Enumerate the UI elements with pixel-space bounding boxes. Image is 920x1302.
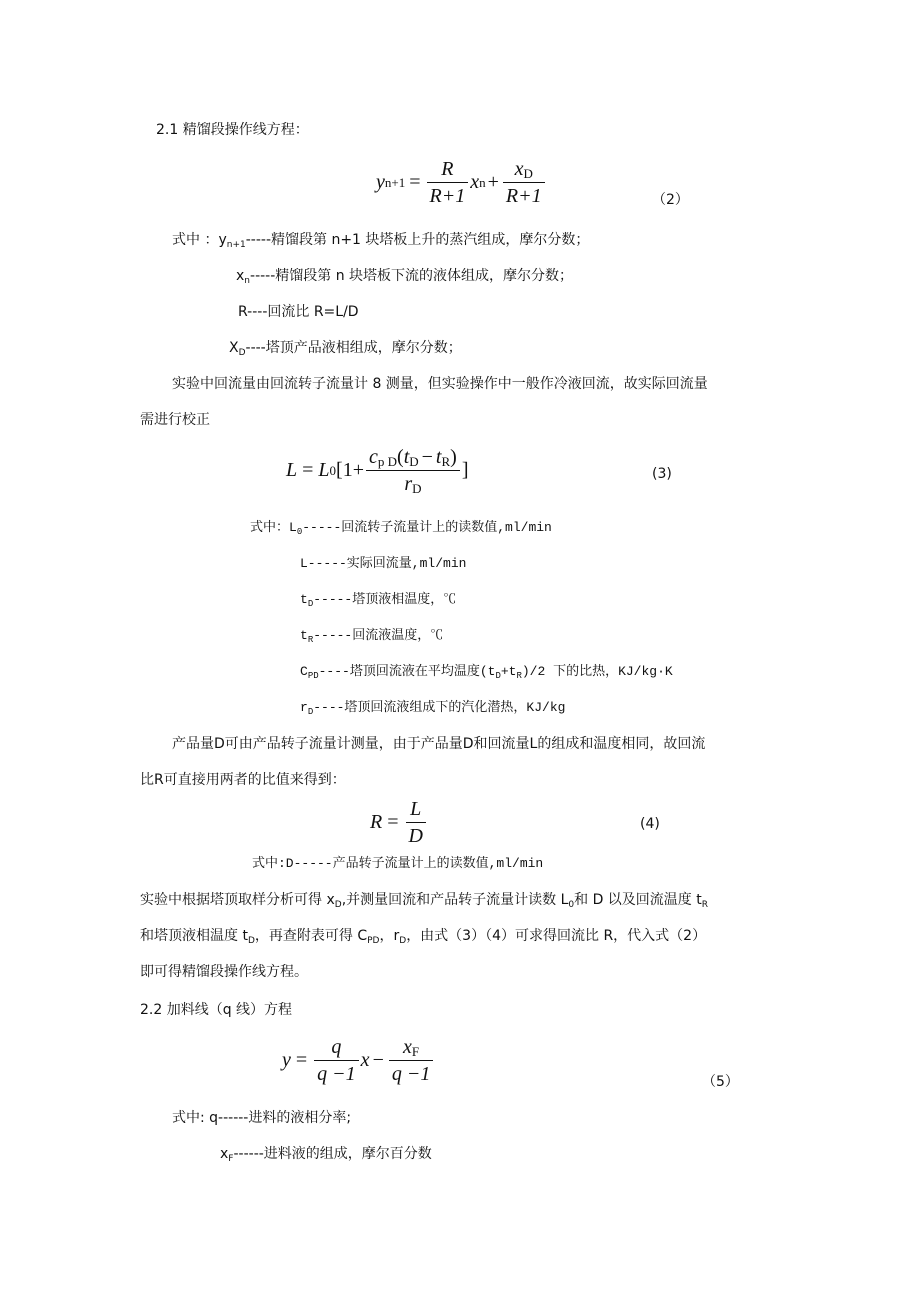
eq5-x: x	[360, 1049, 370, 1071]
equation-2: y n+1 = $\frac{R}{R+1}$ x n + $\frac{x_D}{R+1}$	[376, 156, 547, 209]
def2-xd-text: ----塔顶产品液相组成，摩尔分数；	[245, 340, 462, 356]
def3-tR-line	[300, 626, 443, 646]
eq5-frac1-den: q −1	[317, 1063, 356, 1085]
def2-prefix: 式中 ：	[172, 232, 219, 248]
def3-CPD-sub3: R	[516, 671, 522, 681]
eq3-paren-open: (	[397, 446, 404, 468]
def3-rD-text: ----塔顶回流液组成下的汽化潜热，KJ/kg	[313, 700, 566, 715]
eq3-tR: t	[435, 446, 442, 468]
def4-line: 式中:D-----产品转子流量计上的读数值,ml/min	[252, 856, 544, 871]
def3-L0-text: -----回流转子流量计上的读数值,ml/min	[302, 520, 552, 535]
def2-r-line: R----回流比 R=L/D	[238, 304, 359, 320]
para3-l2-sub2: PD	[367, 936, 380, 946]
eq3-tD-sub: D	[409, 454, 419, 469]
para3-l2-sub3: D	[399, 936, 407, 946]
eq2-frac2-num-sub: D	[523, 166, 533, 181]
para3-line1	[140, 890, 708, 910]
def3-prefix: 式中：	[250, 520, 290, 535]
eq4-num: L	[410, 798, 422, 820]
para2-line2: 比R可直接用两者的比值来得到：	[140, 772, 346, 788]
eq3-r-sub: D	[412, 481, 422, 496]
eq3-tD: t	[403, 446, 410, 468]
def3-L0-sym: L	[289, 520, 297, 535]
eq3-bracket-close: ]	[461, 459, 469, 481]
para3-l1-sub3: R	[701, 900, 709, 910]
def2-x-sym: x	[236, 268, 245, 284]
eq3-fraction	[366, 444, 460, 497]
def3-tR-sub: R	[307, 635, 314, 645]
eq3-bracket-open: [1+	[336, 459, 364, 481]
eq2-x: x	[470, 171, 480, 193]
para3-l2-sub1: D	[247, 936, 255, 946]
def3-L-line: L-----实际回流量,ml/min	[300, 556, 467, 571]
para3-line3: 即可得精馏段操作线方程。	[140, 964, 308, 980]
eq3-L0: L	[318, 459, 330, 481]
para3-l1-sub1: D	[334, 900, 342, 910]
para3-l2-c: ，r	[379, 928, 400, 944]
eq2-fraction-2	[503, 156, 545, 209]
def2-xd-line	[229, 338, 462, 358]
para3-l1-c: 和 D 以及回流温度 t	[574, 892, 702, 908]
def5-xF-text: ------进料液的组成，摩尔百分数	[233, 1146, 432, 1162]
def3-tR-sym: t	[300, 628, 308, 643]
equation-2-number: （2）	[652, 192, 689, 208]
equation-3: L = L 0 [1+ $\frac{c_{p D}(t_D - t_R)}{r_D}$ ]	[286, 446, 469, 496]
eq4-equals: =	[387, 811, 399, 833]
def3-rD-sub: D	[307, 707, 314, 717]
def2-x-sub: n	[244, 276, 251, 286]
eq2-frac1-num: R	[441, 158, 454, 180]
eq2-frac1-den: R+1	[429, 185, 466, 207]
def3-CPD-text-c: )/2 下的比热，KJ/kg·K	[521, 664, 673, 679]
def2-xd-sym: X	[229, 340, 239, 356]
equation-5-number: （5）	[702, 1074, 739, 1090]
eq2-fraction-1	[427, 156, 469, 209]
def2-x-text: -----精馏段第 n 块塔板下流的液体组成，摩尔分数；	[250, 268, 574, 284]
def3-rD-sym: r	[300, 700, 308, 715]
para3-l1-sub2: 0	[568, 900, 575, 910]
def5-xF-line	[220, 1144, 432, 1164]
def3-tD-sub: D	[307, 599, 314, 609]
para2-line1: 产品量D可由产品转子流量计测量，由于产品量D和回流量L的组成和温度相同，故回流	[172, 736, 706, 752]
def3-L0-sub: 0	[296, 527, 303, 537]
def3-CPD-line	[300, 662, 673, 682]
def3-CPD-text-b: +t	[500, 664, 517, 679]
def5-xF-sym: x	[220, 1146, 229, 1162]
para1-line1: 实验中回流量由回流转子流量计 8 测量，但实验操作中一般作冷液回流，故实际回流量	[172, 376, 708, 392]
section-heading-2-2: 2.2 加料线（q 线）方程	[140, 1002, 293, 1018]
def3-L0-line	[250, 518, 552, 538]
eq4-fraction	[406, 796, 426, 849]
def3-tR-text: -----回流液温度，℃	[313, 628, 444, 643]
eq3-c: c	[368, 446, 378, 468]
equation-5	[282, 1034, 435, 1087]
eq2-equals: =	[409, 171, 421, 193]
eq2-frac2-den: R+1	[505, 185, 542, 207]
def3-tD-sym: t	[300, 592, 308, 607]
equation-4	[370, 796, 428, 849]
def3-CPD-sub2: D	[495, 671, 501, 681]
para3-l1-b: ,并测量回流和产品转子流量计读数 L	[341, 892, 569, 908]
eq3-c-sub: p D	[377, 454, 398, 469]
def2-y-line	[172, 230, 589, 250]
eq2-frac2-num: x	[514, 158, 524, 180]
def2-xd-sub: D	[238, 348, 246, 358]
eq3-equals: =	[302, 459, 314, 481]
para3-l1-a: 实验中根据塔顶取样分析可得 x	[140, 892, 335, 908]
eq5-equals: =	[295, 1049, 308, 1071]
def3-rD-line	[300, 698, 565, 718]
eq5-fraction-2	[389, 1034, 434, 1087]
eq5-fraction-1	[314, 1034, 359, 1087]
eq3-paren-close: )	[450, 446, 457, 468]
def2-x-line	[236, 266, 573, 286]
para3-line2	[140, 926, 706, 946]
eq3-L: L	[286, 459, 298, 481]
eq2-y: y	[376, 171, 385, 193]
equation-3-number: (3)	[652, 466, 672, 482]
para3-l2-d: ，由式（3）（4）可求得回流比 R，代入式（2）	[406, 928, 707, 944]
equation-4-number: (4)	[640, 816, 660, 832]
eq3-minus: −	[421, 446, 433, 468]
def2-y-sub: n+1	[226, 240, 246, 250]
eq4-R: R	[370, 811, 383, 833]
def5-xF-sub: F	[228, 1154, 234, 1164]
section-heading-2-1: 2.1 精馏段操作线方程：	[156, 122, 309, 138]
para1-line2: 需进行校正	[140, 412, 210, 428]
def5-q-line: 式中: q------进料的液相分率;	[172, 1110, 352, 1126]
para3-l2-a: 和塔顶液相温度 t	[140, 928, 248, 944]
eq5-y: y	[282, 1049, 291, 1071]
eq3-tR-sub: R	[441, 454, 451, 469]
def3-tD-line	[300, 590, 456, 610]
para3-l2-b: ，再查附表可得 C	[254, 928, 368, 944]
def2-y-text: -----精馏段第 n+1 块塔板上升的蒸汽组成，摩尔分数；	[245, 232, 590, 248]
def3-CPD-sub: PD	[307, 671, 319, 681]
def3-tD-text: -----塔顶液相温度，℃	[313, 592, 457, 607]
eq3-r: r	[404, 473, 413, 495]
def3-CPD-sym: C	[300, 664, 308, 679]
eq5-minus: −	[372, 1049, 384, 1071]
eq5-frac1-num: q	[331, 1036, 342, 1058]
eq4-den: D	[408, 825, 423, 847]
eq2-plus: +	[487, 171, 499, 193]
eq5-frac2-num: x	[403, 1036, 412, 1058]
def3-CPD-text-a: ----塔顶回流液在平均温度(t	[318, 664, 496, 679]
def2-y-sym: y	[218, 232, 227, 248]
eq5-frac2-den: q −1	[391, 1063, 431, 1085]
eq5-frac2-num-sub: F	[411, 1044, 420, 1059]
